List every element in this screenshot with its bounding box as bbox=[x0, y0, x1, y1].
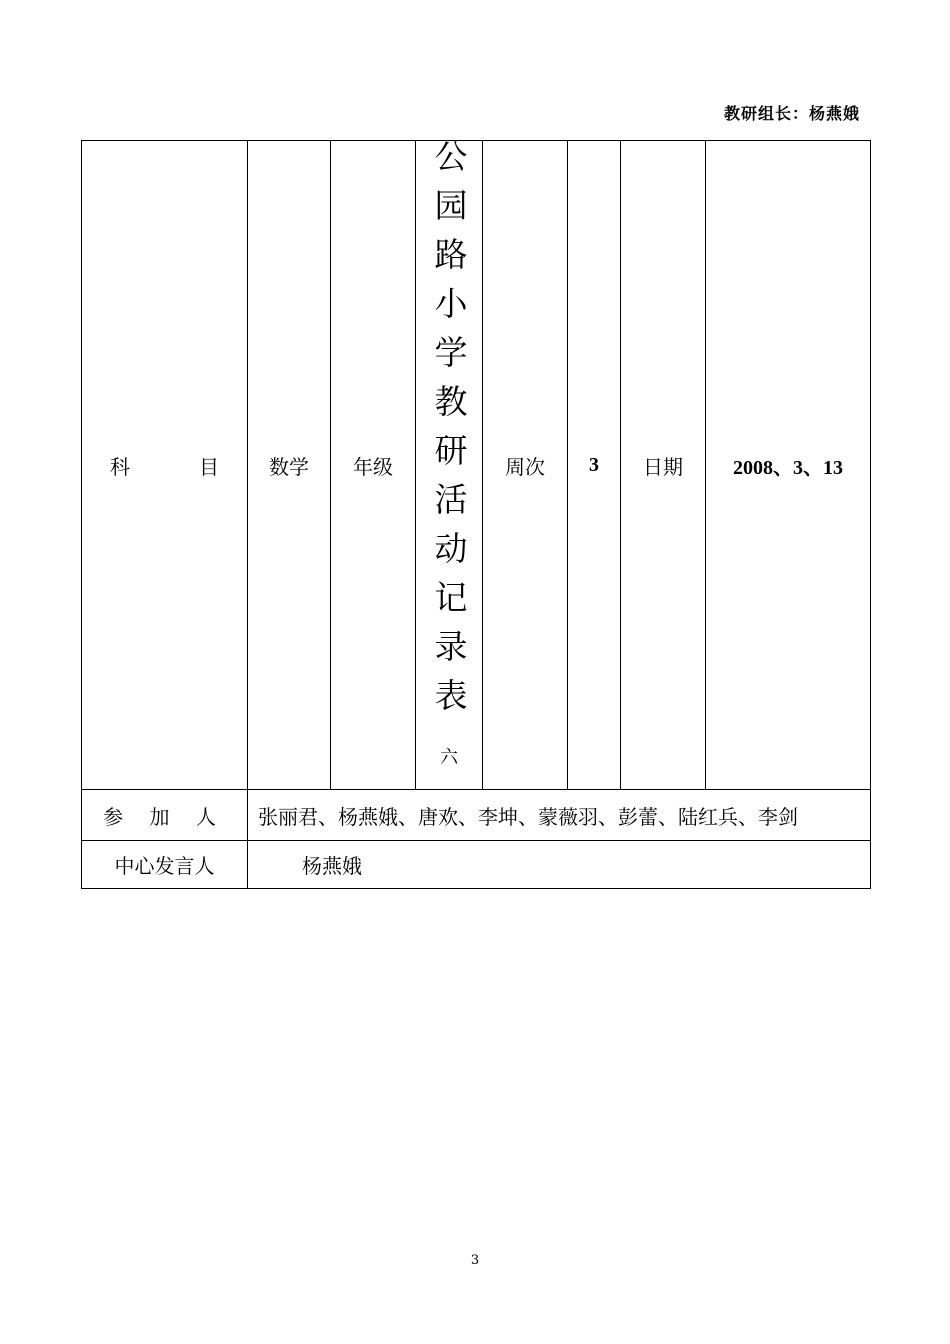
week-label: 周次 bbox=[483, 141, 568, 790]
title-cell bbox=[416, 141, 483, 790]
date-label: 日期 bbox=[621, 141, 706, 790]
subject-value: 数学 bbox=[248, 141, 331, 790]
research-group-leader: 教研组长：杨燕娥 bbox=[723, 104, 860, 123]
week-value: 3 bbox=[568, 141, 621, 790]
table-row bbox=[82, 790, 871, 841]
form-title: 公园路小学教研活动记录表 bbox=[429, 139, 469, 727]
subject-label-left: 科 bbox=[110, 454, 130, 479]
table-row bbox=[82, 841, 871, 889]
speaker-name: 杨燕娥 bbox=[248, 841, 871, 889]
grade-value: 六 bbox=[440, 747, 458, 768]
table-row bbox=[82, 141, 871, 790]
subject-label-cell bbox=[82, 141, 248, 790]
page-number: 3 bbox=[470, 1253, 480, 1268]
subject-label-right: 目 bbox=[199, 454, 219, 479]
activity-record-table bbox=[81, 140, 871, 889]
participants-list: 张丽君、杨燕娥、唐欢、李坤、蒙薇羽、彭蕾、陆红兵、李剑 bbox=[248, 790, 871, 841]
date-value: 2008、3、13 bbox=[706, 141, 871, 790]
speaker-label: 中心发言人 bbox=[82, 841, 248, 889]
grade-label: 年级 bbox=[331, 141, 416, 790]
participants-label: 参 加 人 bbox=[82, 790, 248, 841]
